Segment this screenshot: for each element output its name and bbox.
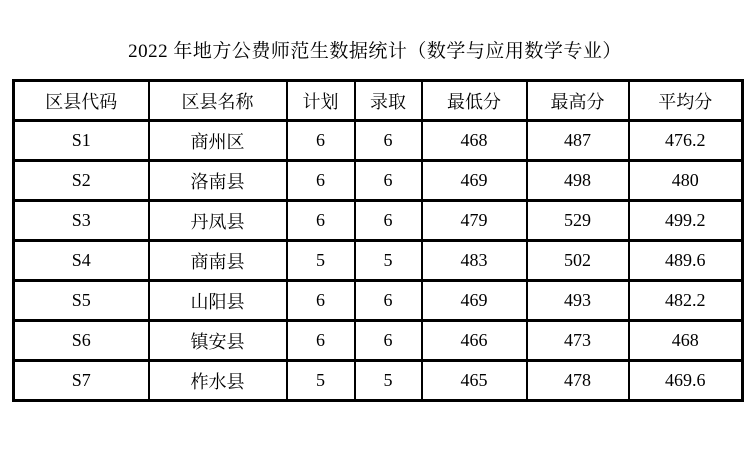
table-cell: 499.2 xyxy=(629,201,743,241)
table-cell: 480 xyxy=(629,161,743,201)
table-cell: 5 xyxy=(355,361,422,401)
table-cell: 493 xyxy=(527,281,629,321)
table-cell: S5 xyxy=(14,281,149,321)
table-cell: S4 xyxy=(14,241,149,281)
column-header: 平均分 xyxy=(629,81,743,121)
table-cell: 山阳县 xyxy=(149,281,287,321)
header-row xyxy=(14,81,743,121)
table-cell: 柞水县 xyxy=(149,361,287,401)
table-cell: 6 xyxy=(287,161,355,201)
table-row xyxy=(14,321,743,361)
table-cell: 469 xyxy=(422,161,527,201)
table-body xyxy=(14,121,743,401)
table-cell: 6 xyxy=(355,281,422,321)
table-cell: 465 xyxy=(422,361,527,401)
table-cell: 529 xyxy=(527,201,629,241)
table-cell: 487 xyxy=(527,121,629,161)
table-cell: 469 xyxy=(422,281,527,321)
table-cell: 498 xyxy=(527,161,629,201)
table-cell: 5 xyxy=(287,241,355,281)
table-cell: 476.2 xyxy=(629,121,743,161)
column-header: 最高分 xyxy=(527,81,629,121)
table-row xyxy=(14,241,743,281)
table-cell: S2 xyxy=(14,161,149,201)
table-cell: 6 xyxy=(287,201,355,241)
table-cell: S3 xyxy=(14,201,149,241)
table-cell: 6 xyxy=(287,281,355,321)
table-cell: 商州区 xyxy=(149,121,287,161)
page-title: 2022 年地方公费师范生数据统计（数学与应用数学专业） xyxy=(128,41,622,62)
table-cell: 5 xyxy=(355,241,422,281)
data-table xyxy=(12,79,744,402)
table-row xyxy=(14,121,743,161)
table-row xyxy=(14,161,743,201)
table-cell: 489.6 xyxy=(629,241,743,281)
table-cell: 468 xyxy=(422,121,527,161)
table-cell: S7 xyxy=(14,361,149,401)
column-header: 最低分 xyxy=(422,81,527,121)
table-cell: 6 xyxy=(355,321,422,361)
table-cell: 473 xyxy=(527,321,629,361)
table-row xyxy=(14,201,743,241)
table-cell: 482.2 xyxy=(629,281,743,321)
table-cell: 镇安县 xyxy=(149,321,287,361)
table-cell: 商南县 xyxy=(149,241,287,281)
table-cell: 6 xyxy=(355,201,422,241)
table-cell: 468 xyxy=(629,321,743,361)
column-header: 区县代码 xyxy=(14,81,149,121)
table-cell: 469.6 xyxy=(629,361,743,401)
table-cell: S6 xyxy=(14,321,149,361)
table-cell: 483 xyxy=(422,241,527,281)
table-row xyxy=(14,361,743,401)
table-cell: 466 xyxy=(422,321,527,361)
column-header: 计划 xyxy=(287,81,355,121)
table-cell: 478 xyxy=(527,361,629,401)
table-cell: S1 xyxy=(14,121,149,161)
table-cell: 5 xyxy=(287,361,355,401)
table-cell: 6 xyxy=(287,321,355,361)
table-row xyxy=(14,281,743,321)
table-cell: 6 xyxy=(355,121,422,161)
table-cell: 502 xyxy=(527,241,629,281)
table-cell: 6 xyxy=(287,121,355,161)
table-cell: 丹凤县 xyxy=(149,201,287,241)
table-cell: 洛南县 xyxy=(149,161,287,201)
table-cell: 6 xyxy=(355,161,422,201)
column-header: 录取 xyxy=(355,81,422,121)
table-cell: 479 xyxy=(422,201,527,241)
column-header: 区县名称 xyxy=(149,81,287,121)
